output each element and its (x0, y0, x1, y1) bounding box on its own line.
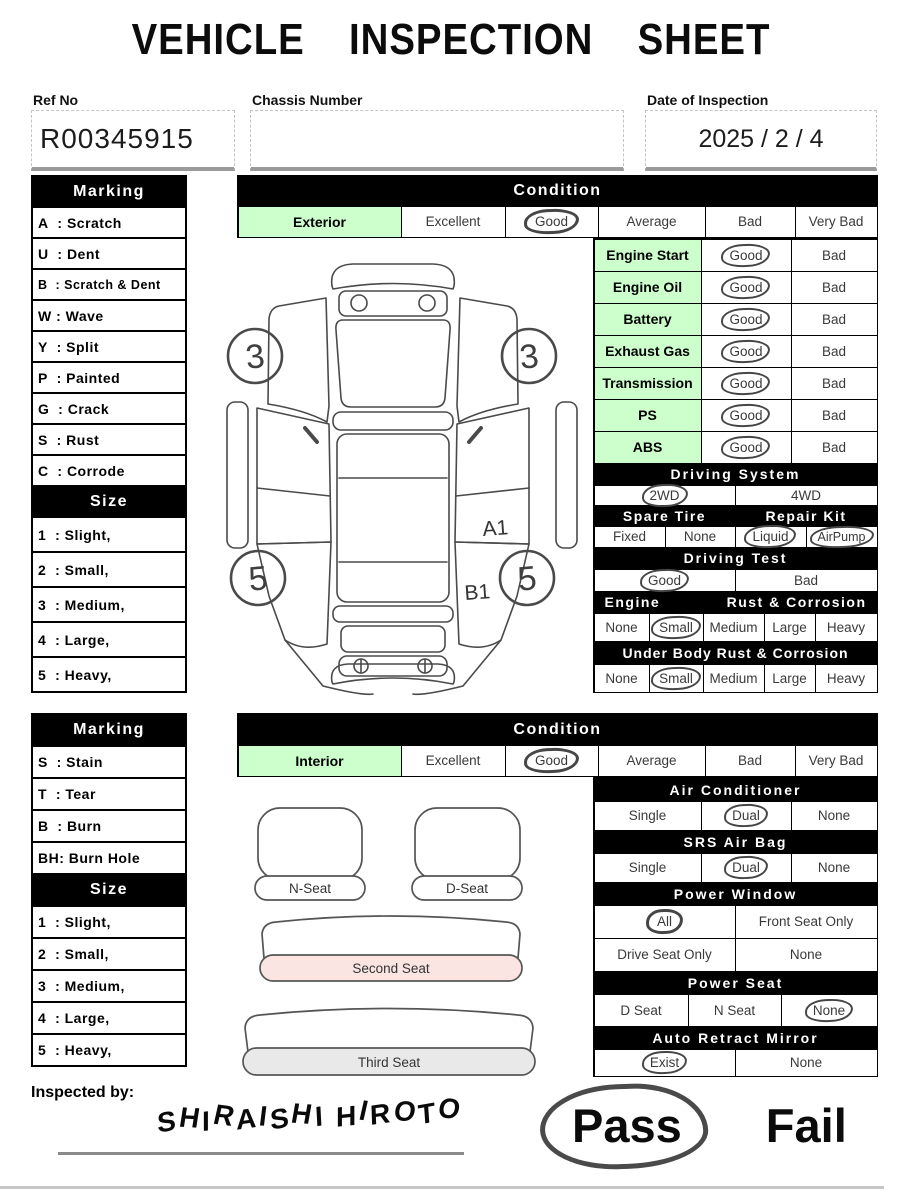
grade-bad[interactable]: Bad (706, 207, 795, 237)
ref-no-box (31, 110, 235, 171)
right-tail-line (413, 640, 501, 694)
legend-item: Y : Split (33, 332, 185, 361)
check-good[interactable]: Good (702, 304, 791, 335)
ps-n-seat[interactable]: N Seat (689, 995, 781, 1026)
d-seat-label: D-Seat (445, 881, 489, 896)
inspector-signature: SHIRAISHI HIROTO (156, 1092, 467, 1139)
check-bad[interactable]: Bad (792, 368, 877, 399)
engine-rust-title: Engine Rust & Corrosion (595, 592, 877, 613)
second-seat-back (262, 916, 520, 958)
legend-item: 3 : Medium, (33, 588, 185, 621)
page-title: VEHICLE INSPECTION SHEET (131, 16, 771, 64)
underbody-rust-none[interactable]: None (595, 665, 649, 692)
legend-item: W : Wave (33, 301, 185, 330)
legend-item: B : Burn (33, 811, 185, 841)
legend-item: 1 : Slight, (33, 518, 185, 551)
check-bad[interactable]: Bad (792, 272, 877, 303)
ac-none[interactable]: None (792, 802, 877, 830)
n-seat-back (258, 808, 362, 880)
ref-no-value: R00345915 (40, 123, 194, 154)
signature-line (58, 1152, 464, 1155)
front-bumper (332, 264, 455, 289)
ps-none[interactable]: None (782, 995, 877, 1026)
exterior-marking-title: Marking (33, 177, 185, 206)
inspection-date-label: Date of Inspection (647, 92, 769, 108)
legend-item: 1 : Slight, (33, 907, 185, 937)
check-label: Battery (595, 304, 701, 335)
check-label: Engine Oil (595, 272, 701, 303)
srs-airbag-title: SRS Air Bag (595, 831, 877, 853)
underbody-rust-title: Under Body Rust & Corrosion (595, 642, 877, 664)
ac-single[interactable]: Single (595, 802, 701, 830)
seat-damage-diagram (240, 792, 540, 1082)
legend-item: 2 : Small, (33, 553, 185, 586)
left-front-fender (268, 298, 329, 422)
driving-system-title: Driving System (595, 464, 877, 485)
interior-marking-legend (31, 713, 187, 1067)
exterior-size-title: Size (33, 487, 185, 516)
right-front-fender (457, 298, 518, 422)
legend-item: S : Stain (33, 747, 185, 777)
left-rocker-strip (227, 402, 248, 548)
underbody-rust-heavy[interactable]: Heavy (816, 665, 877, 692)
grade-excellent[interactable]: Excellent (402, 746, 505, 776)
power-seat-title: Power Seat (595, 972, 877, 994)
cabin-roof (337, 434, 449, 602)
third-seat-back (245, 1009, 533, 1053)
result-area (562, 1096, 847, 1155)
driving-test-good[interactable]: Good (595, 570, 735, 591)
footer-divider (0, 1186, 884, 1189)
left-mirror (305, 428, 317, 442)
right-rocker-strip (556, 402, 577, 548)
interior-equipment-table (593, 777, 878, 1077)
car-damage-diagram (213, 256, 591, 702)
result-fail[interactable]: Fail (765, 1099, 847, 1152)
legend-item: 2 : Small, (33, 939, 185, 969)
front-left-mark: 3 (243, 337, 267, 377)
check-good[interactable]: Good (702, 336, 791, 367)
right-mirror (469, 428, 481, 442)
rear-panel (339, 656, 447, 676)
check-label: ABS (595, 432, 701, 463)
grade-average[interactable]: Average (599, 207, 705, 237)
spare-tire-none[interactable]: None (666, 527, 735, 547)
damage-label-b1: B1 (463, 580, 491, 605)
exterior-row-label: Exterior (239, 207, 401, 237)
check-good[interactable]: Good (702, 368, 791, 399)
interior-row-label: Interior (239, 746, 401, 776)
underbody-rust-medium[interactable]: Medium (704, 665, 764, 692)
rear-bumper (332, 664, 455, 684)
check-bad[interactable]: Bad (792, 304, 877, 335)
grade-excellent[interactable]: Excellent (402, 207, 505, 237)
spare-tire-fixed[interactable]: Fixed (595, 527, 665, 547)
chassis-number-box[interactable] (250, 110, 624, 171)
check-good[interactable]: Good (702, 272, 791, 303)
engine-rust-medium[interactable]: Medium (704, 614, 764, 641)
driving-test-bad[interactable]: Bad (736, 570, 877, 591)
legend-item: 5 : Heavy, (33, 658, 185, 691)
rear-left-mark: 5 (247, 559, 270, 599)
check-bad[interactable]: Bad (792, 432, 877, 463)
rear-cowl-panel (333, 606, 453, 622)
legend-item: S : Rust (33, 425, 185, 454)
second-seat-label: Second Seat (352, 961, 430, 976)
srs-dual[interactable]: Dual (702, 854, 791, 882)
result-pass[interactable]: Pass (562, 1096, 692, 1155)
arm-exist[interactable]: Exist (595, 1050, 735, 1076)
ref-no-label: Ref No (33, 92, 79, 108)
check-bad[interactable]: Bad (792, 336, 877, 367)
exterior-marking-legend (31, 175, 187, 693)
driving-test-title: Driving Test (595, 548, 877, 569)
air-conditioner-title: Air Conditioner (595, 779, 877, 801)
legend-item: 5 : Heavy, (33, 1035, 185, 1065)
legend-item: 3 : Medium, (33, 971, 185, 1001)
grade-bad[interactable]: Bad (706, 746, 795, 776)
srs-none[interactable]: None (792, 854, 877, 882)
interior-condition-title: Condition (239, 715, 877, 745)
check-good[interactable]: Good (702, 240, 791, 271)
damage-label-a1: A1 (481, 516, 509, 541)
legend-item: U : Dent (33, 239, 185, 268)
cowl-panel (333, 412, 453, 430)
third-seat-label: Third Seat (357, 1055, 421, 1070)
check-label: Engine Start (595, 240, 701, 271)
engine-rust-none[interactable]: None (595, 614, 649, 641)
auto-retract-mirror-title: Auto Retract Mirror (595, 1027, 877, 1049)
check-good[interactable]: Good (702, 432, 791, 463)
trunk (341, 626, 445, 652)
arm-none[interactable]: None (736, 1050, 877, 1076)
rear-right-mark: 5 (516, 559, 539, 599)
legend-item: P : Painted (33, 363, 185, 392)
repair-kit-airpump[interactable]: AirPump (807, 527, 877, 547)
check-label: Transmission (595, 368, 701, 399)
engine-rust-heavy[interactable]: Heavy (816, 614, 877, 641)
exterior-checks-table (593, 238, 878, 693)
pw-front-seat-only[interactable]: Front Seat Only (736, 906, 877, 938)
legend-item: B : Scratch & Dent (33, 270, 185, 299)
legend-item: T : Tear (33, 779, 185, 809)
legend-item: G : Crack (33, 394, 185, 423)
legend-item: A : Scratch (33, 208, 185, 237)
pw-drive-seat-only[interactable]: Drive Seat Only (595, 939, 735, 971)
pw-all[interactable]: All (595, 906, 735, 938)
legend-item: 4 : Large, (33, 623, 185, 656)
interior-condition-table (237, 713, 878, 777)
d-seat-back (415, 808, 520, 880)
grade-average[interactable]: Average (599, 746, 705, 776)
driving-system-2wd[interactable]: 2WD (595, 486, 735, 505)
ps-d-seat[interactable]: D Seat (595, 995, 688, 1026)
grade-verybad[interactable]: Very Bad (796, 746, 877, 776)
srs-single[interactable]: Single (595, 854, 701, 882)
driving-system-4wd[interactable]: 4WD (736, 486, 877, 505)
hood (336, 320, 450, 407)
legend-item: 4 : Large, (33, 1003, 185, 1033)
repair-kit-liquid[interactable]: Liquid (736, 527, 806, 547)
engine-rust-small[interactable]: Small (650, 614, 703, 641)
grade-verybad[interactable]: Very Bad (796, 207, 877, 237)
legend-item: BH: Burn Hole (33, 843, 185, 873)
grade-good[interactable]: Good (506, 207, 598, 237)
check-bad[interactable]: Bad (792, 240, 877, 271)
exterior-condition-table (237, 175, 878, 238)
check-label: Exhaust Gas (595, 336, 701, 367)
left-doors (257, 408, 331, 544)
inspection-date-value: 2025 / 2 / 4 (698, 124, 824, 153)
left-tail-line (285, 640, 373, 694)
inspection-date-box (645, 110, 877, 171)
repair-kit-title: Repair Kit (736, 506, 877, 526)
interior-marking-title: Marking (33, 715, 185, 745)
pw-none[interactable]: None (736, 939, 877, 971)
legend-item: C : Corrode (33, 456, 185, 485)
engine-rust-large[interactable]: Large (765, 614, 815, 641)
power-window-title: Power Window (595, 883, 877, 905)
spare-tire-title: Spare Tire (595, 506, 735, 526)
ac-dual[interactable]: Dual (702, 802, 791, 830)
front-grille (339, 291, 447, 316)
interior-size-title: Size (33, 875, 185, 905)
check-good[interactable]: Good (702, 400, 791, 431)
chassis-number-label: Chassis Number (252, 92, 363, 108)
n-seat-label: N-Seat (288, 881, 332, 896)
inspected-by-label: Inspected by: (31, 1084, 135, 1101)
underbody-rust-small[interactable]: Small (650, 665, 703, 692)
check-label: PS (595, 400, 701, 431)
front-right-mark: 3 (517, 337, 541, 377)
exterior-condition-title: Condition (239, 177, 877, 206)
grade-good[interactable]: Good (506, 746, 598, 776)
underbody-rust-large[interactable]: Large (765, 665, 815, 692)
check-bad[interactable]: Bad (792, 400, 877, 431)
